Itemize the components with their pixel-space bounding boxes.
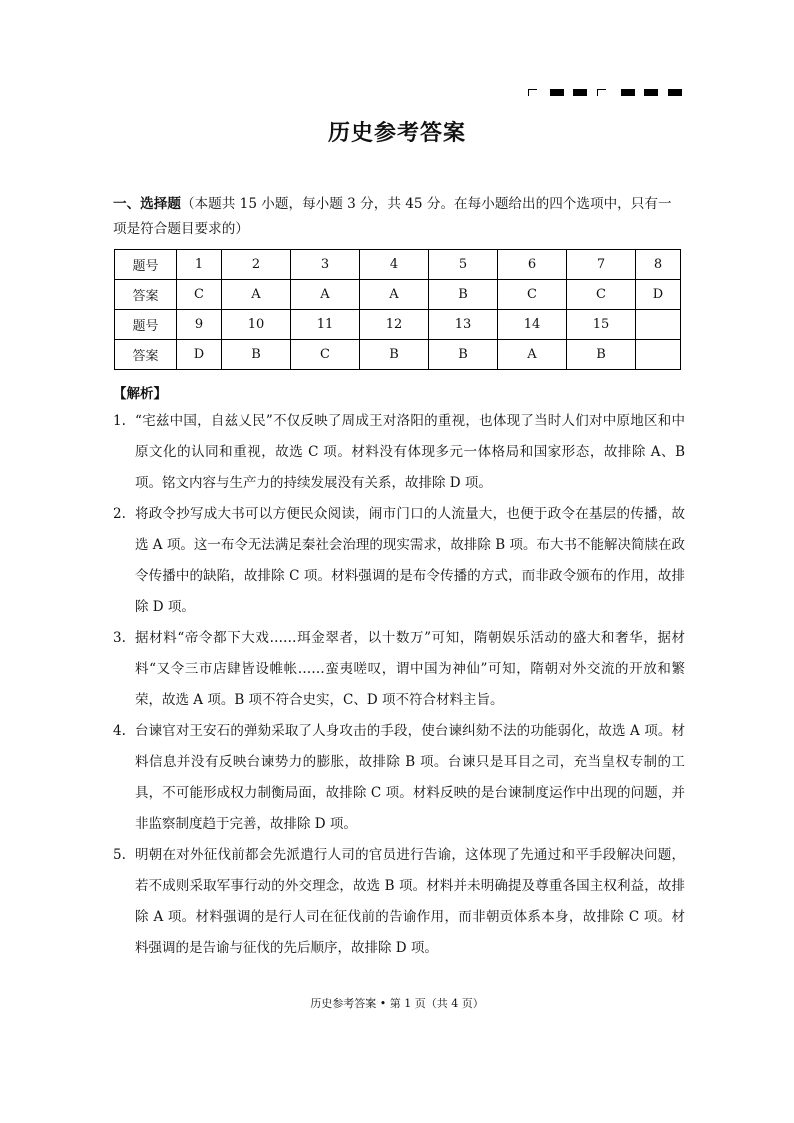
explanation-text: 明朝在对外征伐前都会先派遣行人司的官员进行告谕，这体现了先通过和平手段解决问题，若不成则采取军事行动的外交理念，故选 B 项。材料并未明确提及尊重各国主权利益，故排除 A 项。材料强调的是行人司在征伐前的告谕作用，而非朝贡体系本身，故排除 C 项。材料强调的是告谕与征伐的先后顺序，故排除 D 项。: [135, 847, 685, 956]
block-mark: [621, 89, 635, 96]
table-cell: 2: [221, 250, 290, 280]
explanation-item: [113, 840, 685, 964]
explanation-item: [113, 406, 685, 499]
table-cell: C: [566, 280, 635, 310]
table-cell: 9: [177, 310, 222, 340]
table-cell: C: [290, 340, 359, 370]
explanation-text: 台谏官对王安石的弹劾采取了人身攻击的手段，使台谏纠劾不法的功能弱化，故选 A 项。材料信息并没有反映台谏势力的膨胀，故排除 B 项。台谏只是耳目之司，充当皇权专制的工具，不可能形成权力制衡局面，故排除 C 项。材料反映的是台谏制度运作中出现的问题，并非监察制度趋于完善，故排除 D 项。: [135, 723, 685, 832]
section-instructions: （本题共 15 小题，每小题 3 分，共 45 分。在每小题给出的四个选项中，只有一项是符合题目要求的）: [113, 196, 672, 237]
table-cell: A: [290, 280, 359, 310]
corner-mark: [528, 89, 537, 96]
explanation-text: “宅兹中国，自兹乂民”不仅反映了周成王对洛阳的重视，也体现了当时人们对中原地区和中原文化的认同和重视，故选 C 项。材料没有体现多元一体格局和国家形态，故排除 A、B 项。铭文内容与生产力的持续发展没有关系，故排除 D 项。: [135, 413, 685, 491]
table-cell: 3: [290, 250, 359, 280]
section-label: 一、选择题: [113, 196, 181, 212]
table-cell: C: [177, 280, 222, 310]
header-registration-marks: [528, 89, 683, 98]
table-cell: 13: [428, 310, 497, 340]
table-row: [115, 250, 681, 280]
explanation-number: 2.: [113, 506, 126, 522]
table-cell: C: [497, 280, 566, 310]
block-mark: [644, 89, 658, 96]
table-cell: 1: [177, 250, 222, 280]
table-cell: D: [177, 340, 222, 370]
answer-table: [114, 249, 681, 370]
block-mark: [573, 89, 587, 96]
table-cell: 15: [566, 310, 635, 340]
table-cell: A: [359, 280, 428, 310]
table-cell: 7: [566, 250, 635, 280]
table-row-label: 题号: [115, 310, 177, 340]
table-cell: B: [566, 340, 635, 370]
table-cell: 10: [221, 310, 290, 340]
block-mark: [668, 89, 682, 96]
table-cell: A: [221, 280, 290, 310]
table-cell: B: [359, 340, 428, 370]
table-cell: 12: [359, 310, 428, 340]
table-row-label: 答案: [115, 280, 177, 310]
block-mark: [550, 89, 564, 96]
table-cell: [635, 340, 680, 370]
table-row: [115, 310, 681, 340]
explanation-item: [113, 716, 685, 840]
table-cell: D: [635, 280, 680, 310]
explanation-number: 3.: [113, 630, 126, 646]
table-cell: B: [428, 280, 497, 310]
table-cell: 4: [359, 250, 428, 280]
explanation-number: 5.: [113, 847, 126, 863]
section-heading: [113, 192, 685, 242]
table-cell: 11: [290, 310, 359, 340]
table-cell: 5: [428, 250, 497, 280]
table-cell: 14: [497, 310, 566, 340]
analysis-heading: 【解析】: [113, 386, 167, 402]
page-title: 历史参考答案: [327, 120, 466, 146]
explanation-text: 据材料“帝令都下大戏……珥金翠者，以十数万”可知，隋朝娱乐活动的盛大和奢华，据材料“又令三市店肆皆设帷帐……蛮夷嗟叹，谓中国为神仙”可知，隋朝对外交流的开放和繁荣，故选 A 项。B 项不符合史实，C、D 项不符合材料主旨。: [135, 630, 685, 708]
table-row: [115, 280, 681, 310]
table-row-label: 题号: [115, 250, 177, 280]
table-cell: B: [221, 340, 290, 370]
explanation-number: 1.: [113, 413, 126, 429]
table-row: [115, 340, 681, 370]
explanation-item: [113, 499, 685, 623]
corner-mark: [597, 89, 606, 96]
explanation-number: 4.: [113, 723, 126, 739]
table-cell: [635, 310, 680, 340]
table-cell: 8: [635, 250, 680, 280]
explanation-text: 将政令抄写成大书可以方便民众阅读，闹市门口的人流量大，也便于政令在基层的传播，故选 A 项。这一布令无法满足秦社会治理的现实需求，故排除 B 项。布大书不能解决简牍在政令传播中的缺陷，故排除 C 项。材料强调的是布令传播的方式，而非政令颁布的作用，故排除 D 项。: [135, 506, 685, 615]
table-cell: A: [497, 340, 566, 370]
table-row-label: 答案: [115, 340, 177, 370]
page-footer: 历史参考答案 • 第 1 页（共 4 页）: [310, 997, 484, 1010]
explanation-item: [113, 623, 685, 716]
table-cell: B: [428, 340, 497, 370]
table-cell: 6: [497, 250, 566, 280]
